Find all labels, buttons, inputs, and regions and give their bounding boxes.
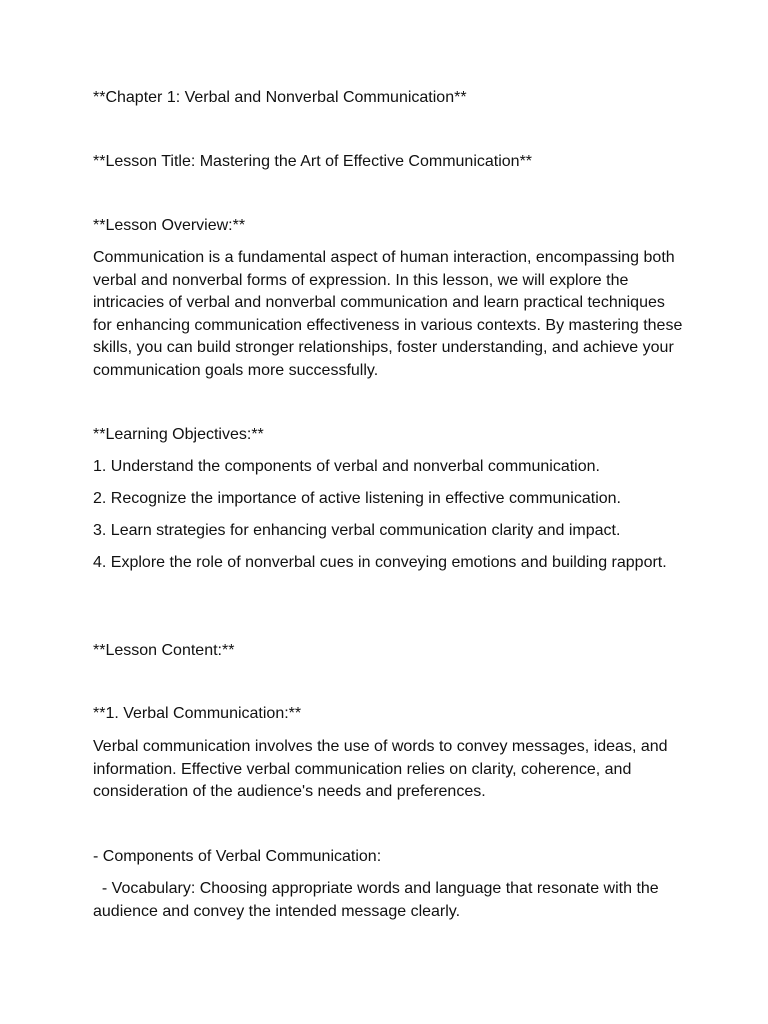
verbal-paragraph: Verbal communication involves the use of words to convey messages, ideas, and information. Effective verbal communication relies on clarity, coherence, and consideration of the audience's needs and preferences. bbox=[93, 738, 672, 800]
objectives-heading: **Learning Objectives:** bbox=[93, 426, 264, 443]
components-heading: - Components of Verbal Communication: bbox=[93, 848, 382, 865]
vocabulary-item: - Vocabulary: Choosing appropriate words and language that resonate with the audience and convey the intended message clearly. bbox=[93, 880, 664, 920]
objective-item: 4. Explore the role of nonverbal cues in conveying emotions and building rapport. bbox=[93, 554, 667, 571]
objective-item: 2. Recognize the importance of active listening in effective communication. bbox=[93, 490, 621, 507]
lesson-title: **Lesson Title: Mastering the Art of Effective Communication** bbox=[93, 153, 533, 170]
overview-paragraph: Communication is a fundamental aspect of human interaction, encompassing both verbal and nonverbal forms of expression. In this lesson, we will explore the intricacies of verbal and nonverbal communication and learn practical techniques for enhancing communication effectiveness in various contexts. By mastering these skills, you can build stronger relationships, foster understanding, and achieve your communication goals more successfully. bbox=[93, 249, 687, 379]
content-heading: **Lesson Content:** bbox=[93, 642, 235, 659]
overview-heading: **Lesson Overview:** bbox=[93, 217, 246, 234]
chapter-heading: **Chapter 1: Verbal and Nonverbal Communication** bbox=[93, 89, 467, 106]
verbal-heading: **1. Verbal Communication:** bbox=[93, 705, 302, 722]
objective-item: 3. Learn strategies for enhancing verbal communication clarity and impact. bbox=[93, 522, 621, 539]
objective-item: 1. Understand the components of verbal and nonverbal communication. bbox=[93, 458, 600, 475]
